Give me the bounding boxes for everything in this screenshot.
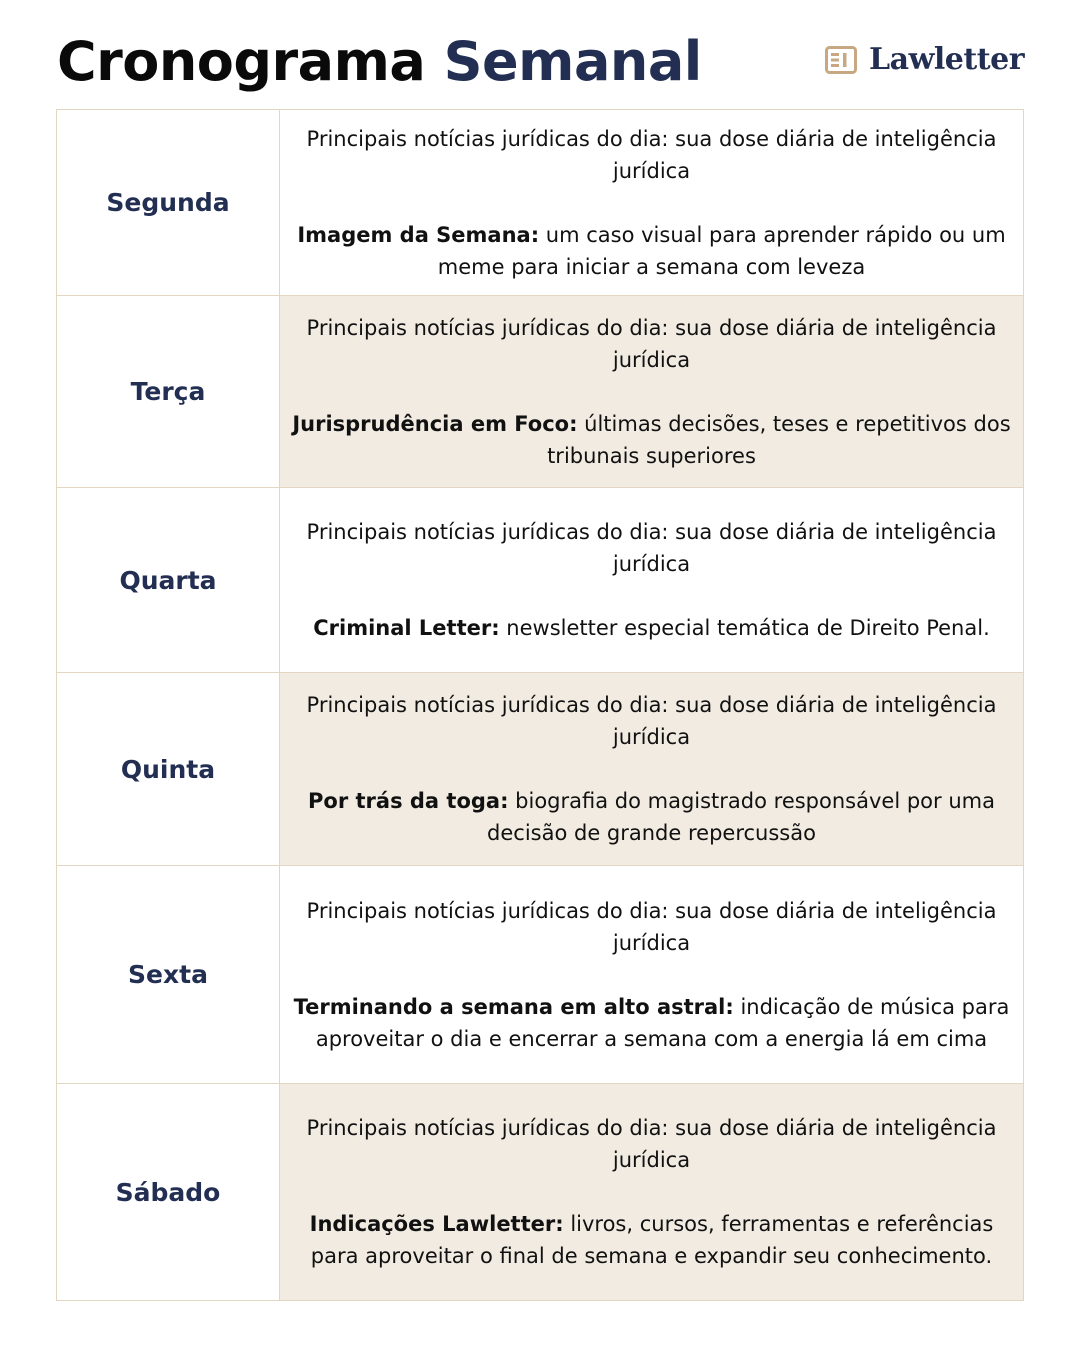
schedule-row-tuesday xyxy=(57,296,1024,488)
schedule-row-thursday xyxy=(57,673,1024,866)
daily-news-text: Principais notícias jurídicas do dia: sua dose diária de inteligência jurídica xyxy=(306,126,997,183)
title-part-2: Semanal xyxy=(443,30,702,93)
highlight-text xyxy=(288,785,1015,849)
highlight-description: biografia do magistrado responsável por uma decisão de grande repercussão xyxy=(487,789,995,845)
highlight-text xyxy=(288,612,1015,644)
day-content xyxy=(280,673,1024,866)
highlight-label: Imagem da Semana: xyxy=(297,222,540,247)
schedule-row-friday xyxy=(57,866,1024,1084)
day-label: Quarta xyxy=(57,488,280,673)
highlight-text xyxy=(288,991,1015,1055)
day-content xyxy=(280,1084,1024,1301)
highlight-description: um caso visual para aprender rápido ou um meme para iniciar a semana com leveza xyxy=(437,222,1006,279)
day-label: Terça xyxy=(57,296,280,488)
highlight-label: Por trás da toga: xyxy=(308,789,509,813)
day-content xyxy=(280,488,1024,673)
highlight-label: Criminal Letter: xyxy=(313,616,500,640)
schedule-row-wednesday xyxy=(57,488,1024,673)
highlight-label: Terminando a semana em alto astral: xyxy=(293,994,734,1019)
highlight-description: newsletter especial temática de Direito Penal. xyxy=(499,616,990,640)
day-content xyxy=(280,866,1024,1084)
highlight-label: Indicações Lawletter: xyxy=(309,1212,564,1236)
weekly-schedule-table xyxy=(56,109,1024,1301)
newspaper-icon xyxy=(825,46,857,74)
highlight-description: últimas decisões, teses e repetitivos dos tribunais superiores xyxy=(547,411,1011,468)
brand-logo xyxy=(825,42,1024,78)
highlight-description: indicação de música para aproveitar o dia e encerrar a semana com a energia lá em cima xyxy=(315,994,1010,1051)
highlight-text xyxy=(288,1208,1015,1272)
page-header xyxy=(57,28,1024,98)
daily-news-text: Principais notícias jurídicas do dia: sua dose diária de inteligência jurídica xyxy=(306,315,997,372)
highlight-text xyxy=(288,219,1015,283)
highlight-text xyxy=(288,408,1015,472)
daily-news-text: Principais notícias jurídicas do dia: sua dose diária de inteligência jurídica xyxy=(306,520,997,576)
page-title xyxy=(57,28,702,96)
day-content xyxy=(280,110,1024,296)
day-label: Sexta xyxy=(57,866,280,1084)
day-label: Segunda xyxy=(57,110,280,296)
title-part-1: Cronograma xyxy=(57,30,426,93)
daily-news-text: Principais notícias jurídicas do dia: sua dose diária de inteligência jurídica xyxy=(306,693,997,749)
highlight-description: livros, cursos, ferramentas e referências para aproveitar o final de semana e expandir seu conhecimento. xyxy=(310,1212,994,1268)
day-content xyxy=(280,296,1024,488)
daily-news-text: Principais notícias jurídicas do dia: sua dose diária de inteligência jurídica xyxy=(306,1116,997,1172)
schedule-row-saturday xyxy=(57,1084,1024,1301)
highlight-label: Jurisprudência em Foco: xyxy=(292,411,578,436)
brand-name: Lawletter xyxy=(869,42,1024,77)
day-label: Quinta xyxy=(57,673,280,866)
daily-news-text: Principais notícias jurídicas do dia: sua dose diária de inteligência jurídica xyxy=(306,898,997,955)
schedule-row-monday xyxy=(57,110,1024,296)
day-label: Sábado xyxy=(57,1084,280,1301)
